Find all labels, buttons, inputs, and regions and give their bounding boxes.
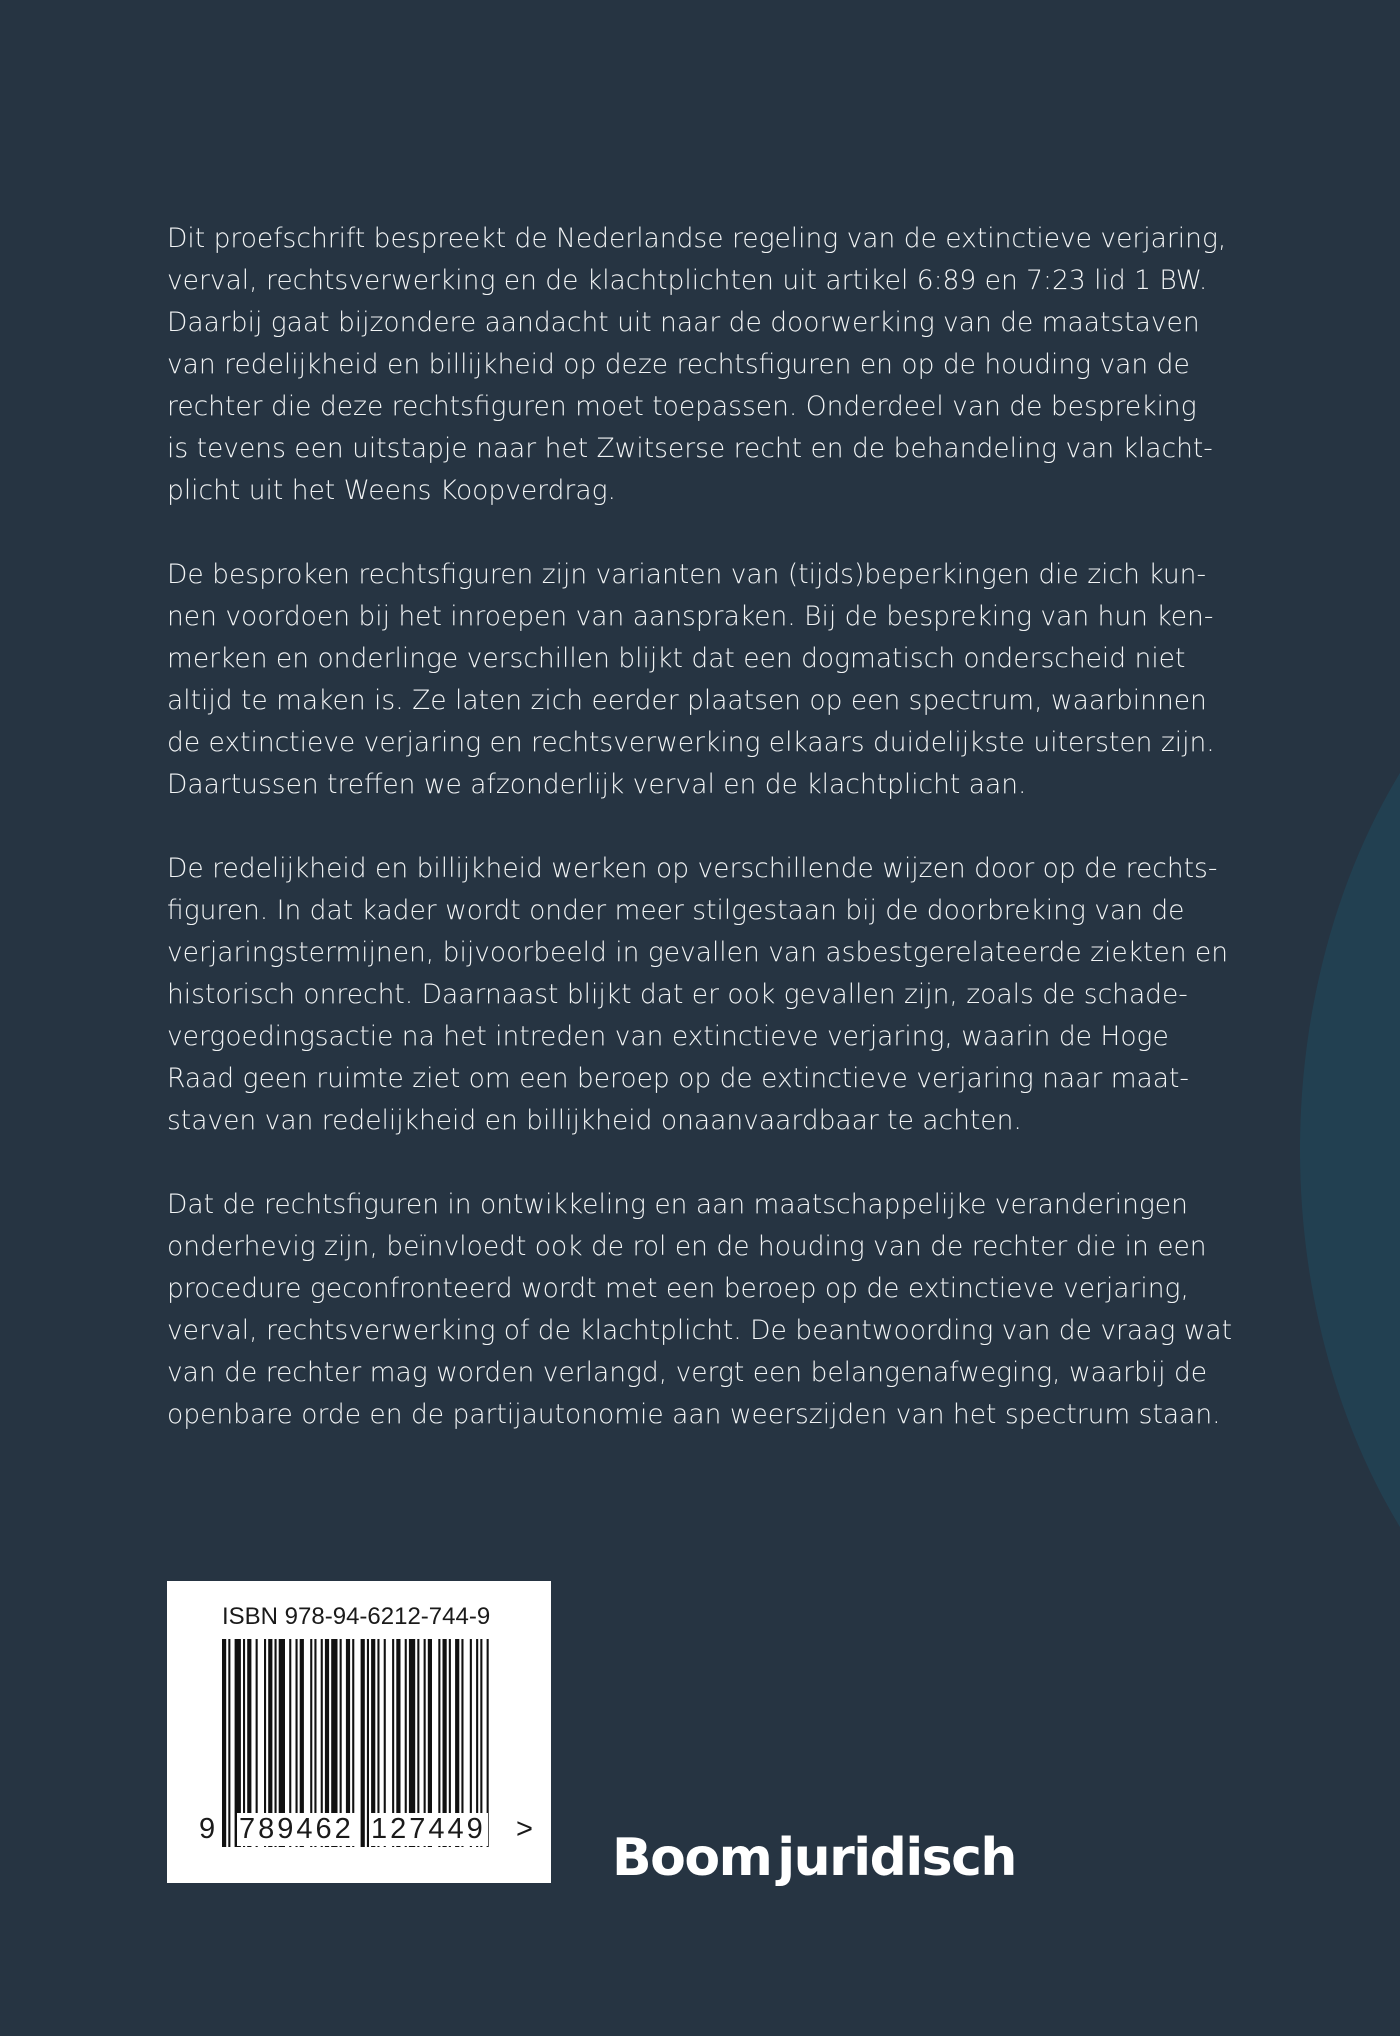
blurb-line: is tevens een uitstapje naar het Zwitserse recht en de behandeling van klacht- xyxy=(167,433,1213,464)
blurb-line: De besproken rechtsfiguren zijn varianten van (tijds)beperkingen die zich kun- xyxy=(167,559,1207,590)
ean-left-digits: 789462 xyxy=(239,1813,354,1845)
ean-right-digits: 127449 xyxy=(371,1813,486,1845)
blurb-paragraph-1 xyxy=(167,218,1227,512)
blurb-line: figuren. In dat kader wordt onder meer stilgestaan bij de doorbreking van de xyxy=(167,895,1185,926)
ean-quiet-zone-mark: > xyxy=(516,1813,533,1845)
blurb-line: altijd te maken is. Ze laten zich eerder plaatsen op een spectrum, waarbinnen xyxy=(167,685,1207,716)
blurb-line: plicht uit het Weens Koopverdrag. xyxy=(167,475,616,506)
ean-first-digit: 9 xyxy=(199,1813,216,1845)
ean-digits xyxy=(197,1813,537,1853)
blurb-line: Raad geen ruimte ziet om een beroep op de extinctieve verjaring naar maat- xyxy=(167,1063,1189,1094)
publisher-logo-part2: juridisch xyxy=(777,1828,1016,1888)
blurb-paragraph-4 xyxy=(167,1184,1233,1436)
blurb-line: nen voordoen bij het inroepen van aanspraken. Bij de bespreking van hun ken- xyxy=(167,601,1214,632)
blurb-line: van de rechter mag worden verlangd, vergt een belangenafweging, waarbij de xyxy=(167,1357,1208,1388)
publisher-logo-part1: Boom xyxy=(612,1828,772,1888)
blurb-line: onderhevig zijn, beïnvloedt ook de rol en de houding van de rechter die in een xyxy=(167,1231,1207,1262)
blurb-line: merken en onderlinge verschillen blijkt dat een dogmatisch onderscheid niet xyxy=(167,643,1186,674)
isbn-barcode-box xyxy=(167,1581,551,1883)
blurb-line: van redelijkheid en billijkheid op deze rechtsfiguren en op de houding van de xyxy=(167,349,1190,380)
publisher-logo xyxy=(612,1828,1016,1888)
blurb-line: vergoedingsactie na het intreden van extinctieve verjaring, waarin de Hoge xyxy=(167,1021,1169,1052)
blurb-line: historisch onrecht. Daarnaast blijkt dat er ook gevallen zijn, zoals de schade- xyxy=(167,979,1188,1010)
blurb-line: openbare orde en de partijautonomie aan weerszijden van het spectrum staan. xyxy=(167,1399,1221,1430)
decorative-circle xyxy=(1300,550,1400,1750)
blurb-line: procedure geconfronteerd wordt met een beroep op de extinctieve verjaring, xyxy=(167,1273,1189,1304)
blurb-line: Daarbij gaat bijzondere aandacht uit naar de doorwerking van de maatstaven xyxy=(167,307,1200,338)
blurb-line: Daartussen treffen we afzonderlijk verval en de klachtplicht aan. xyxy=(167,769,1027,800)
blurb-line: rechter die deze rechtsfiguren moet toepassen. Onderdeel van de bespreking xyxy=(167,391,1197,422)
back-cover-blurb xyxy=(167,218,1233,1478)
blurb-line: verjaringstermijnen, bijvoorbeeld in gevallen van asbestgerelateerde ziekten en xyxy=(167,937,1229,968)
blurb-paragraph-3 xyxy=(167,848,1229,1142)
isbn-label: ISBN 978-94-6212-744-9 xyxy=(222,1603,491,1630)
blurb-line: verval, rechtsverwerking of de klachtplicht. De beantwoording van de vraag wat xyxy=(167,1315,1233,1346)
blurb-line: De redelijkheid en billijkheid werken op verschillende wijzen door op de rechts- xyxy=(167,853,1218,884)
blurb-line: staven van redelijkheid en billijkheid onaanvaardbaar te achten. xyxy=(167,1105,1022,1136)
blurb-paragraph-2 xyxy=(167,554,1215,806)
blurb-line: verval, rechtsverwerking en de klachtplichten uit artikel 6:89 en 7:23 lid 1 BW. xyxy=(167,265,1208,296)
blurb-line: de extinctieve verjaring en rechtsverwerking elkaars duidelijkste uitersten zijn. xyxy=(167,727,1215,758)
blurb-line: Dit proefschrift bespreekt de Nederlandse regeling van de extinctieve verjaring, xyxy=(167,223,1227,254)
blurb-line: Dat de rechtsfiguren in ontwikkeling en aan maatschappelijke veranderingen xyxy=(167,1189,1188,1220)
